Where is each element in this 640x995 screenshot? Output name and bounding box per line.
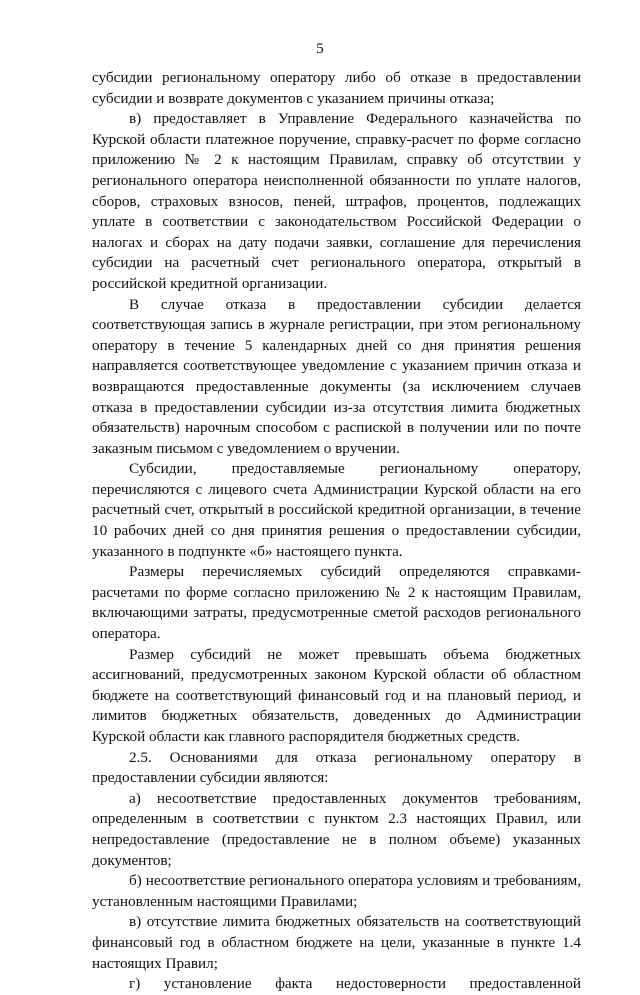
paragraph-refusal-notice: В случае отказа в предоставлении субсидии делается соответствующая запись в журнале регистрации, при этом региональному оператору в течение 5 календарных дней со дня принятия решения направляется соответствующее уведомление с указанием причин отказа и возвращаются предоставленные документы (за исключением случаев отказа в предоставлении субсидии из-за отсутствия лимита бюджетных обязательств) нарочным способом с распиской в получении или по почте заказным письмом с уведомлением о вручении. [92, 295, 581, 457]
paragraph-ground-a: а) несоответствие предоставленных документов требованиям, определенным в соответствии с пунктом 2.3 настоящих Правил, или непредоставление (предоставление не в полном объеме) указанных документов; [92, 789, 581, 869]
paragraph-continuation: субсидии региональному оператору либо об отказе в предоставлении субсидии и возврате документов с указанием причины отказа; [92, 69, 581, 107]
paragraph-item-v-submission: в) предоставляет в Управление Федерального казначейства по Курской области платежное поручение, справку-расчет по форме согласно приложению № 2 к настоящим Правилам, справку об отсутствии у регионального оператора неисполненной обязанности по уплате налогов, сборов, страховых взносов, пеней, штрафов, процентов, подлежащих уплате в соответствии с законодательством Российской Федерации о налогах и сборах на дату подачи заявки, соглашение для перечисления субсидии на расчетный счет регионального оператора, открытый в российской кредитной организации. [92, 110, 581, 292]
paragraph-ground-g: г) установление факта недостоверности предоставленной [129, 975, 581, 993]
paragraph-ground-b: б) несоответствие регионального оператора условиям и требованиям, установленным настоящими Правилами; [92, 872, 581, 910]
paragraph-ground-v: в) отсутствие лимита бюджетных обязательств на соответствующий финансовый год в областном бюджете на цели, указанные в пункте 1.4 настоящих Правил; [92, 913, 581, 972]
page-number: 5 [316, 41, 324, 57]
paragraph-section-2-5: 2.5. Основаниями для отказа региональному оператору в предоставлении субсидии являются: [92, 748, 581, 787]
paragraph-subsidy-amounts: Размеры перечисляемых субсидий определяются справками-расчетами по форме согласно приложению № 2 к настоящим Правилам, включающими затраты, предусмотренные сметой расходов регионального оператора. [92, 563, 581, 643]
paragraph-subsidy-transfer: Субсидии, предоставляемые региональному оператору, перечисляются с лицевого счета Администрации Курской области на его расчетный счет, открытый в российской кредитной организации, в течение 10 рабочих дней со дня принятия решения о предоставлении субсидии, указанного в подпункте «б» настоящего пункта. [92, 460, 581, 560]
paragraph-subsidy-limit: Размер субсидий не может превышать объема бюджетных ассигнований, предусмотренных законом Курской области об областном бюджете на соответствующий финансовый год и на плановый период, и лимитов бюджетных обязательств, доведенных до Администрации Курской области как главного распорядителя бюджетных средств. [92, 645, 581, 745]
document-body [92, 68, 581, 995]
